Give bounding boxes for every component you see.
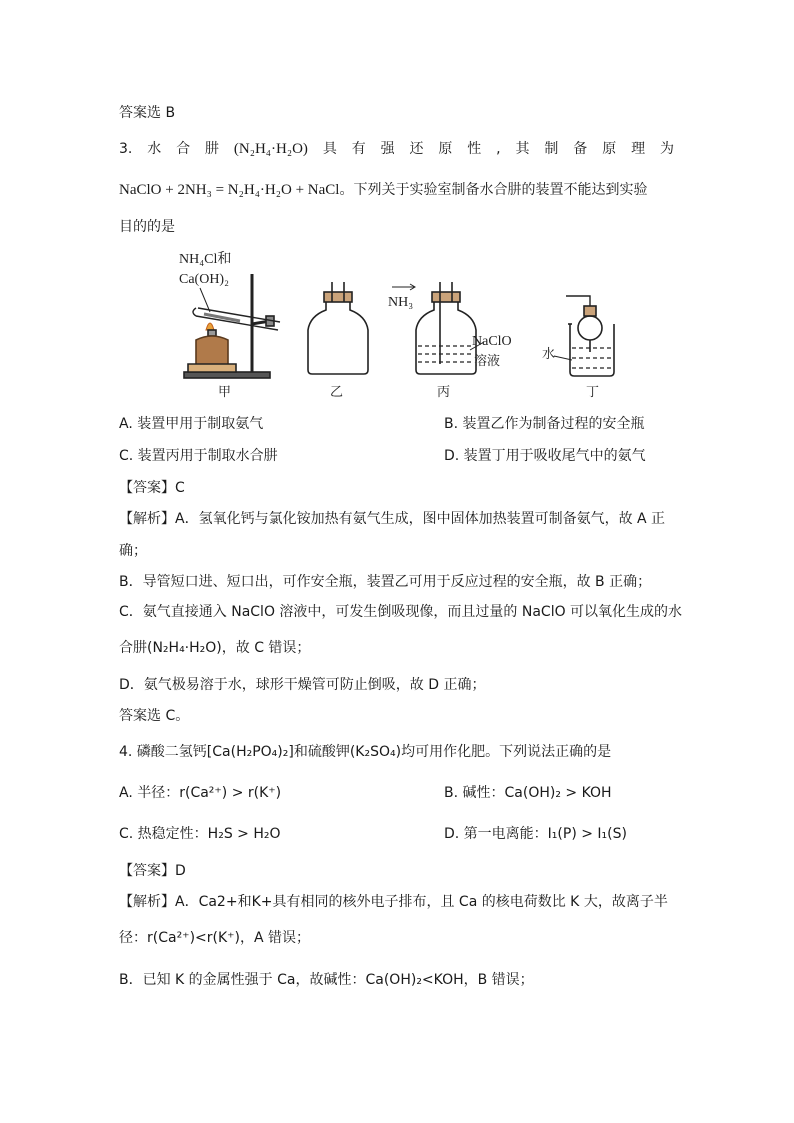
bing-solution-label-1: NaClO — [472, 334, 512, 349]
caption-jia: 甲 — [218, 385, 232, 400]
caption-bing: 丙 — [437, 385, 451, 400]
q3-char: 还 — [409, 141, 424, 157]
q3-stem-line1 — [119, 139, 674, 159]
q3-option-a: A. 装置甲用于制取氨气 — [119, 416, 264, 432]
q4-analysis-line: 径：r(Ca²⁺)<r(K⁺)，A 错误； — [119, 930, 311, 946]
q4-analysis-line: 【解析】A．Ca2+和K+具有相同的核外电子排布，且 Ca 的核电荷数比 K 大，故离子半 — [119, 894, 668, 910]
jia-reagent-label-1: NH₄Cl和 — [179, 252, 232, 267]
q4-option-c: C. 热稳定性：H₂S > H₂O — [119, 826, 281, 842]
q3-char: 原 — [602, 141, 617, 157]
q3-analysis-line: 确； — [119, 543, 147, 559]
q3-option-b: B. 装置乙作为制备过程的安全瓶 — [444, 416, 645, 432]
q3-char: 肼 — [205, 141, 220, 157]
q4-answer: 【答案】D — [119, 863, 186, 879]
apparatus-figure — [170, 246, 630, 406]
q4-stem: 4. 磷酸二氢钙[Ca(H₂PO₄)₂]和硫酸钾(K₂SO₄)均可用作化肥。下列说法正确的是 — [119, 744, 612, 760]
prev-answer: 答案选 B — [119, 105, 176, 121]
caption-yi: 乙 — [330, 385, 344, 400]
q3-char: 有 — [351, 141, 366, 157]
apparatus-bing — [388, 282, 512, 374]
q3-stem-line3: 目的的是 — [119, 219, 175, 235]
q3-number: 3. — [119, 141, 133, 157]
q3-analysis-line: B．导管短口进、短口出，可作安全瓶，装置乙可用于反应过程的安全瓶，故 B 正确； — [119, 574, 652, 590]
q3-line2-tail: 。下列关于实验室制备水合肼的装置不能达到实验 — [339, 182, 648, 198]
q3-char: 备 — [573, 141, 588, 157]
q3-char: 理 — [631, 141, 646, 157]
apparatus-yi — [308, 282, 368, 374]
q3-stem-line2 — [119, 180, 647, 200]
q3-conclusion: 答案选 C。 — [119, 708, 190, 724]
q3-char: , — [496, 141, 501, 157]
q3-answer: 【答案】C — [119, 480, 185, 496]
q3-char: 水 — [147, 141, 162, 157]
ding-water-label: 水 — [542, 347, 556, 362]
q4-option-b: B. 碱性：Ca(OH)₂ > KOH — [444, 785, 612, 801]
q4-analysis-line: B．已知 K 的金属性强于 Ca，故碱性：Ca(OH)₂<KOH，B 错误； — [119, 972, 534, 988]
bing-solution-label-2: 溶液 — [474, 354, 501, 369]
q3-char: 性 — [467, 141, 482, 157]
apparatus-ding — [542, 296, 614, 376]
q3-char: 合 — [176, 141, 191, 157]
q4-option-d: D. 第一电离能：I₁(P) > I₁(S) — [444, 826, 627, 842]
bing-gas-label: NH₃ — [388, 295, 414, 310]
q3-char: 其 — [515, 141, 530, 157]
q3-formula: (N₂H₄·H₂O) — [233, 141, 308, 157]
q3-char: 强 — [380, 141, 395, 157]
q3-option-c: C. 装置丙用于制取水合肼 — [119, 448, 278, 464]
jia-reagent-label-2: Ca(OH)₂ — [179, 272, 229, 287]
q3-char: 原 — [438, 141, 453, 157]
q3-analysis-line: 合肼(N₂H₄·H₂O)，故 C 错误； — [119, 640, 311, 656]
q3-equation: NaClO + 2NH₃ = N₂H₄·H₂O + NaCl — [119, 182, 340, 198]
q3-analysis-line: 【解析】A．氢氧化钙与氯化铵加热有氨气生成，图中固体加热装置可制备氨气，故 A 正 — [119, 511, 666, 527]
q3-analysis-line: D．氨气极易溶于水，球形干燥管可防止倒吸，故 D 正确； — [119, 677, 486, 693]
q3-analysis-line: C．氨气直接通入 NaClO 溶液中，可发生倒吸现像，而且过量的 NaClO 可以氧化生成的水 — [119, 604, 683, 620]
q4-option-a: A. 半径：r(Ca²⁺) > r(K⁺) — [119, 785, 282, 801]
apparatus-jia — [179, 251, 280, 378]
q3-option-d: D. 装置丁用于吸收尾气中的氨气 — [444, 448, 646, 464]
caption-ding: 丁 — [586, 385, 600, 400]
q3-char: 制 — [544, 141, 559, 157]
q3-char: 为 — [659, 141, 674, 157]
q3-char: 具 — [322, 141, 337, 157]
